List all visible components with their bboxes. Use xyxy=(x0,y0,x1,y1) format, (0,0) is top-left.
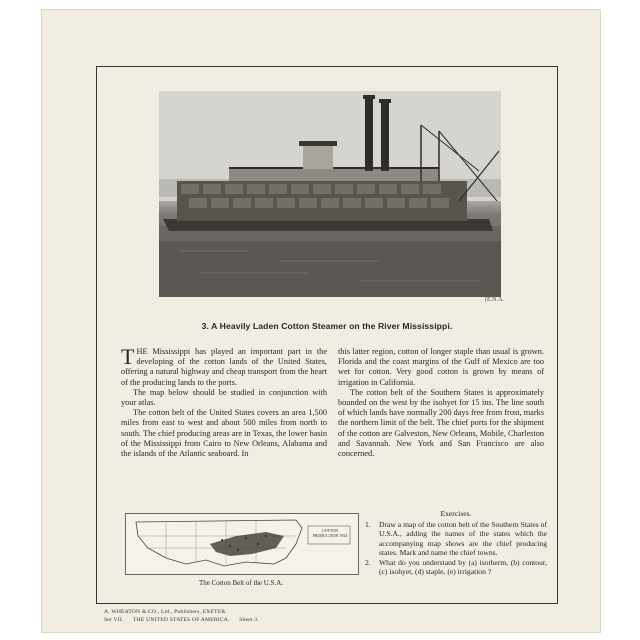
exercise-number: 2. xyxy=(365,558,371,568)
exercise-text: What do you understand by (a) isotherm, (b) contour, (c) isohyet, (d) staple, (e) irrigation ? xyxy=(379,558,547,577)
exercise-item xyxy=(365,520,547,557)
paragraph: THE Mississippi has played an important part in the developing of the cotton lands of the United States, offering a natural highway and cheap transport from the heart of the producing lands to the ports. xyxy=(121,344,327,387)
subject-label: THE UNITED STATES OF AMERICA. xyxy=(133,617,230,623)
steamer-illustration xyxy=(159,91,501,297)
series-label: Ser VII. xyxy=(104,617,124,623)
cotton-belt-map xyxy=(125,513,359,575)
text-column-right xyxy=(338,347,544,459)
photo-credit: [E.N.A. xyxy=(485,297,504,303)
paragraph: The cotton belt of the Southern States is approximately bounded on the west by the isohyet for 15 ins. The line south of which lands have normally 200 days free from frost, marks the northern limit of the belt. The chief ports for the shipment of the cotton are Galveston, New Orleans, Mobile, Charleston and Savannah. New York and San Francisco are also concerned. xyxy=(338,387,544,459)
map-illustration xyxy=(126,514,358,574)
paragraph: this latter region, cotton of longer staple than usual is grown. Florida and the coast margins of the Gulf of Mexico are too wet for cotton. Very good cotton is grown by means of irrigation in California. xyxy=(338,347,544,387)
text-column-left xyxy=(121,344,327,459)
sheet xyxy=(42,10,600,632)
paragraph: The map below should be studied in conjunction with your atlas. xyxy=(121,387,327,408)
publisher-info xyxy=(104,608,267,624)
map-caption: The Cotton Belt of the U.S.A. xyxy=(199,579,283,587)
publisher-name: A. WHEATON & CO., Ltd., Publishers, EXETER. xyxy=(104,609,227,615)
map-legend: COTTON PRODUCTION 1924 xyxy=(312,528,348,538)
steamer-photo xyxy=(159,91,501,297)
exercise-text: Draw a map of the cotton belt of the Southern States of U.S.A., adding the names of the states which the accompanying map shows are the chief producing states. Mark and name the chief towns. xyxy=(379,520,547,557)
publisher-series-line xyxy=(104,616,267,624)
exercises xyxy=(365,509,547,577)
exercise-number: 1. xyxy=(365,520,371,530)
content-frame xyxy=(96,66,558,604)
photo-caption: 3. A Heavily Laden Cotton Steamer on the River Mississippi. xyxy=(201,321,453,331)
paragraph: The cotton belt of the United States covers an area 1,500 miles from east to west and about 500 miles from north to south. The chief producing areas are in Texas, the lower basin of the Mississippi from Cairo to New Orleans, Alabama and the islands of the Atlantic seaboard. In xyxy=(121,408,327,459)
sheet-label: Sheet 3. xyxy=(239,617,259,623)
exercises-title: Exercises. xyxy=(440,509,472,518)
exercise-item xyxy=(365,558,547,576)
drop-cap: T xyxy=(121,344,135,369)
